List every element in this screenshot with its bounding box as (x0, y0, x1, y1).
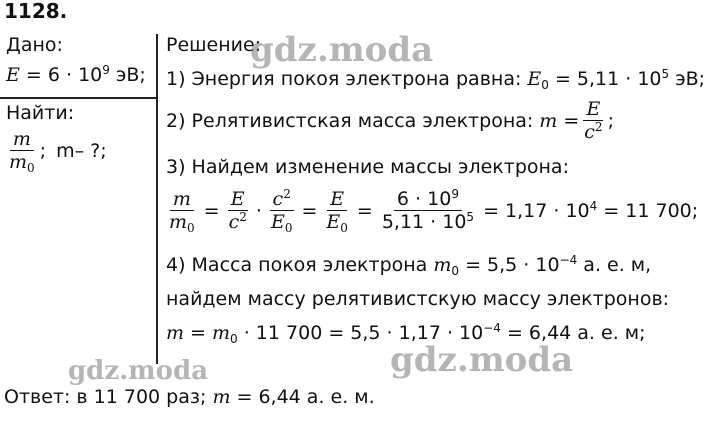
main-equation: $\frac{m}{m_0}$ = $\frac{E}{c^2}$ · $\frac{c^2}{E_0}$ = $\frac{E}{E_0}$ = $\frac{6 \cdot 10^9}{5,11 \cdot 10^5}$ = $1,17 \cdot 10^4 = 11$ 700; (169, 187, 699, 235)
watermark-bottom-right: gdz.moda (390, 340, 574, 380)
given-energy: $E = 6 \cdot 10^9$ эВ; (6, 63, 146, 86)
horizontal-divider (0, 97, 156, 99)
step-4-calc: $m = m_0 \cdot 11$ $700 = 5,5 \cdot 1,17 \cdot 10^{-4} = 6,44$ а. е. м; (166, 321, 646, 346)
given-header: Дано: (6, 34, 63, 56)
step-4-line-2: найдем массу релятивистскую массу электронов: (166, 288, 670, 310)
answer: Ответ: в 11 700 раз; m = 6,44 а. е. м. (4, 386, 375, 408)
step-4: 4) Масса покоя электрона $m_0 = 5,5 \cdot 10^{-4}$ а. е. м, (166, 253, 652, 278)
find-quantity: $\frac{m}{m_0}$ ; m– ?; (9, 128, 107, 175)
watermark-top: gdz.moda (250, 30, 434, 70)
vertical-divider (156, 34, 158, 364)
problem-number: 1128. (4, 0, 68, 23)
step-3: 3) Найдем изменение массы электрона: (166, 156, 569, 178)
find-header: Найти: (6, 102, 75, 124)
step-1: 1) Энергия покоя электрона равна: $E_0 = 5,11 \cdot 10^5$ эВ; (166, 67, 705, 92)
watermark-bottom-left: gdz.moda (68, 356, 209, 386)
step-2: 2) Релятивистская масса электрона: m = $\frac{E}{c^2}$ ; (166, 98, 614, 143)
solution-header: Решение: (166, 34, 262, 56)
